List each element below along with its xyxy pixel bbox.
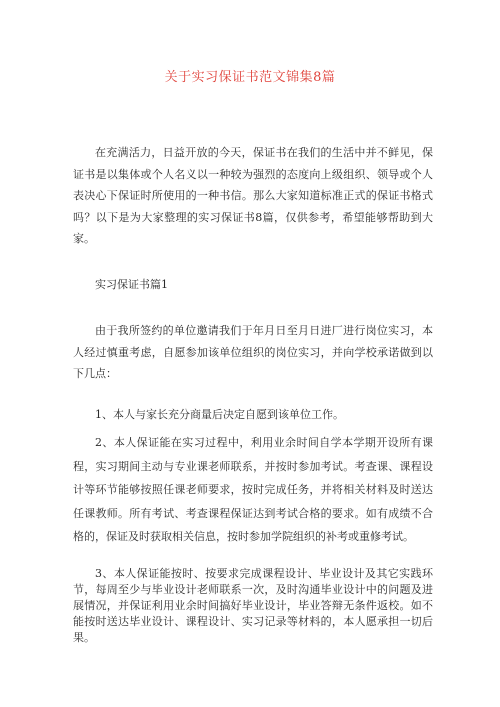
paragraph-2: 1、本人与家长充分商量后决定自愿到该单位工作。	[95, 408, 344, 421]
section-heading: 实习保证书篇1	[95, 278, 168, 291]
document-title: 关于实习保证书范文锦集8篇	[164, 70, 336, 85]
paragraph-1: 由于我所签约的单位邀请我们于年月日至月日进厂进行岗位实习，本人经过慎重考虑，自愿参加该单位组织的岗位实习，并向学校承诺做到以下几点：	[73, 324, 433, 380]
intro-paragraph: 在充满活力，日益开放的今天，保证书在我们的生活中并不鲜见，保证书是以集体或个人名义以一种较为强烈的态度向上级组织、领导或个人表决心下保证时所使用的一种书信。那么大家知道标准正式的保证书格式吗？以下是为大家整理的实习保证书8篇，仅供参考，希望能够帮助到大家。	[73, 146, 433, 245]
paragraph-3: 2、本人保证能在实习过程中，利用业余时间自学本学期开设所有课程，实习期间主动与专业课老师联系，并按时参加考试。考查课、课程设计等环节能够按照任课老师要求，按时完成任务，并将相关材料及时送达任课教师。所有考试、考查课程保证达到考试合格的要求。如有成绩不合格的，保证及时获取相关信息，按时参加学院组织的补考或重修考试。	[73, 436, 433, 543]
paragraph-4: 3、本人保证能按时、按要求完成课程设计、毕业设计及其它实践环节，每周至少与毕业设计老师联系一次，及时沟通毕业设计中的问题及进展情况，并保证利用业余时间搞好毕业设计，毕业答辩无条件返校。如不能按时送达毕业设计、课程设计、实习记录等材料的，本人愿承担一切后果。	[73, 567, 433, 644]
